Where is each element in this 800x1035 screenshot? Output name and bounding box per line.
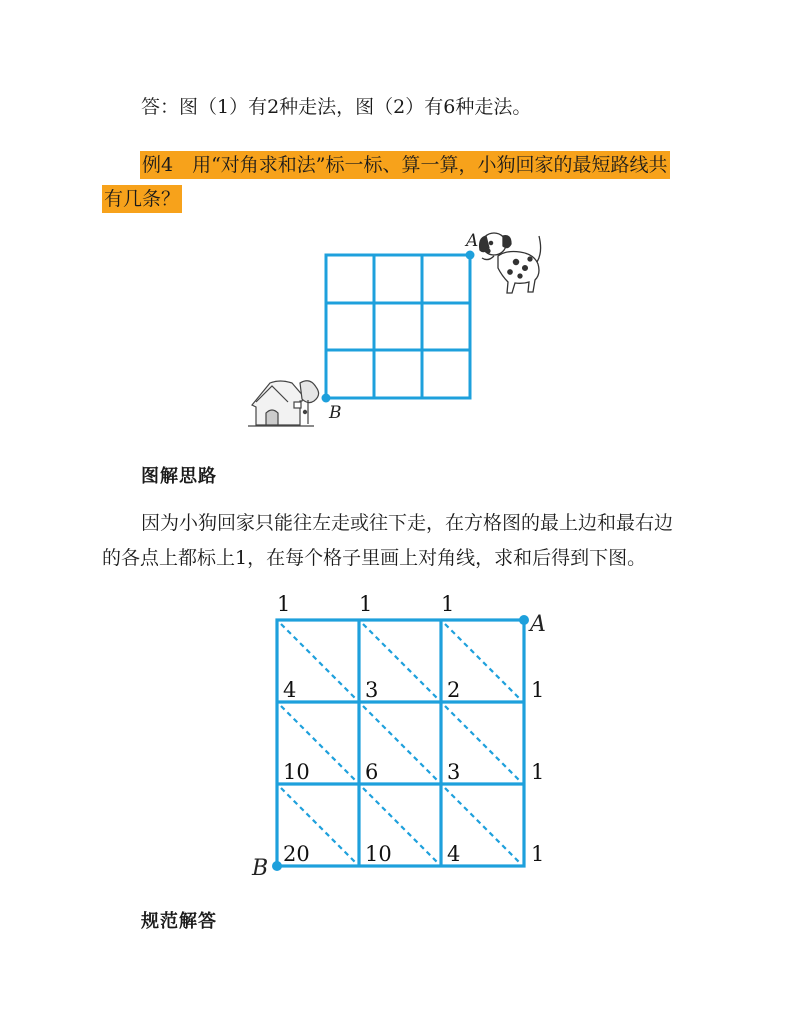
point-b2-dot: [272, 861, 282, 871]
grid-2-border: [277, 620, 524, 866]
point-a2-dot: [519, 615, 529, 625]
grid-label: 10: [365, 842, 392, 866]
grid-label: 10: [283, 760, 310, 784]
grid-label: 3: [365, 678, 379, 702]
point-a-label: A: [466, 231, 479, 251]
grid-label: 6: [365, 760, 379, 784]
example-line-2: 有几条？: [102, 185, 182, 213]
dog-icon: [480, 233, 541, 293]
grid-label: 1: [531, 678, 545, 702]
grid-label: 3: [447, 760, 461, 784]
answer-text: 答：图（1）有2种走法，图（2）有6种走法。: [141, 96, 532, 118]
grid-2: [277, 620, 524, 866]
grid-label: 4: [283, 678, 297, 702]
grid-1-border: [326, 255, 470, 398]
grid-label: 1: [359, 592, 373, 616]
section-heading-analysis: 图解思路: [141, 466, 217, 487]
paragraph-line-1: 因为小狗回家只能往左走或往下走，在方格图的最上边和最右边: [141, 512, 674, 534]
example-line-1: 例4 用“对角求和法”标一标、算一算，小狗回家的最短路线共: [140, 151, 670, 179]
grid-label: 1: [531, 842, 545, 866]
house-icon: [248, 381, 319, 426]
grid-2-diagonals: [281, 624, 521, 864]
point-b-label: B: [329, 403, 342, 423]
grid-label: 1: [441, 592, 455, 616]
grid-1: [326, 255, 470, 398]
point-a-dot: [466, 251, 475, 260]
example-problem: [102, 148, 670, 216]
point-b2-label: B: [252, 856, 269, 881]
point-a2-label: A: [530, 612, 546, 637]
grid-label: 1: [531, 760, 545, 784]
section-heading-solution: 规范解答: [141, 911, 217, 932]
grid-label: 4: [447, 842, 461, 866]
grid-label: 20: [283, 842, 310, 866]
paragraph-line-2: 的各点上都标上1，在每个格子里画上对角线，求和后得到下图。: [102, 547, 647, 569]
grid-label: 1: [277, 592, 291, 616]
point-b-dot: [322, 394, 331, 403]
grid-label: 2: [447, 678, 461, 702]
